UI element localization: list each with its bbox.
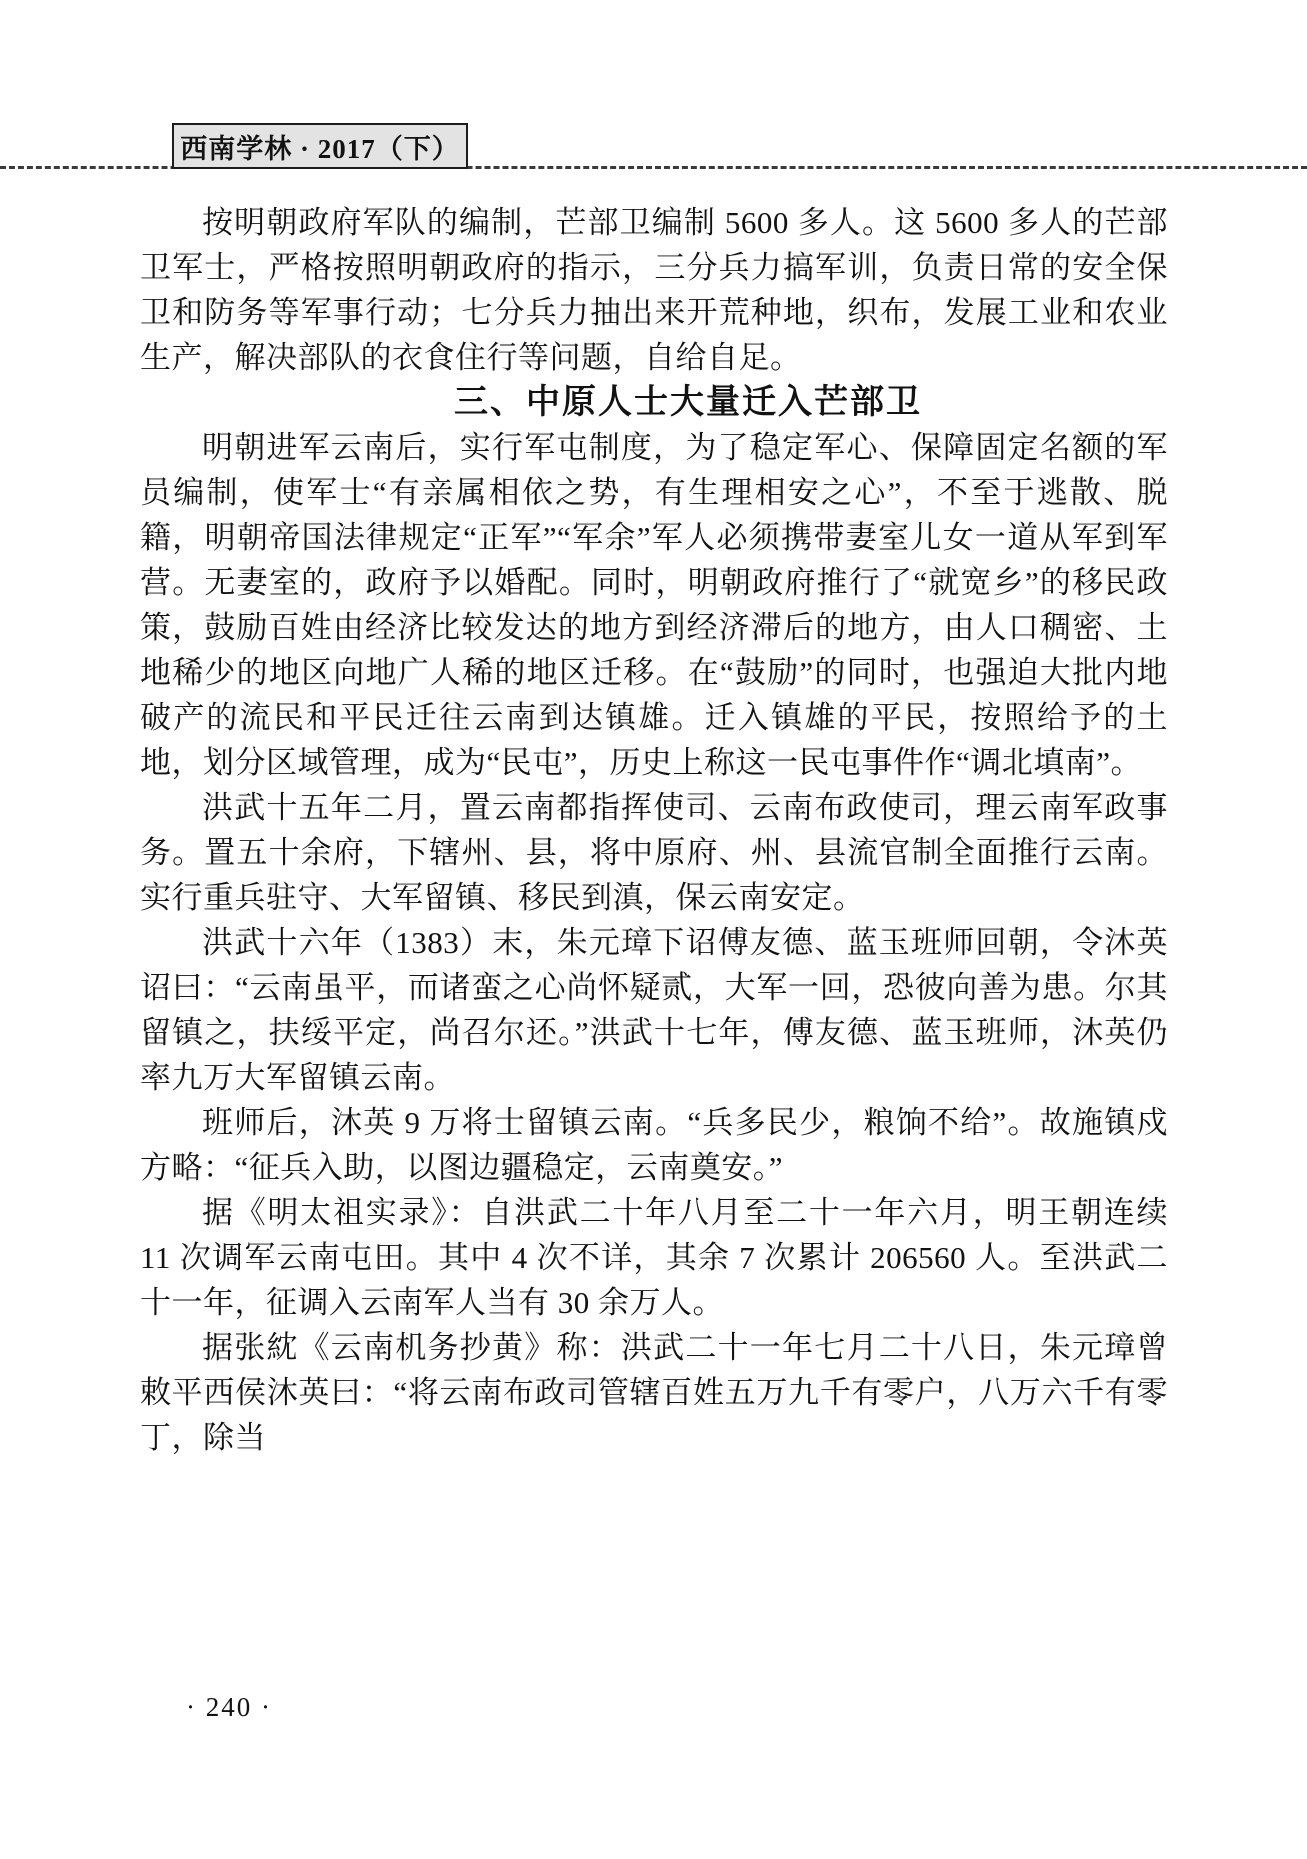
article-body	[140, 200, 1168, 1460]
page-number: · 240 ·	[186, 1692, 272, 1722]
section-heading: 三、中原人士大量迁入芒部卫	[454, 383, 922, 421]
paragraph: 洪武十六年（1383）末，朱元璋下诏傅友德、蓝玉班师回朝，令沐英诏曰：“云南虽平，而诸蛮之心尚怀疑贰，大军一回，恐彼向善为患。尔其留镇之，扶绥平定，尚召尔还。”洪武十七年，傅友德、蓝玉班师，沐英仍率九万大军留镇云南。	[140, 925, 1168, 1095]
paragraph: 洪武十五年二月，置云南都指挥使司、云南布政使司，理云南军政事务。置五十余府，下辖州、县，将中原府、州、县流官制全面推行云南。实行重兵驻守、大军留镇、移民到滇，保云南安定。	[140, 790, 1168, 915]
paragraph: 据张紞《云南机务抄黄》称：洪武二十一年七月二十八日，朱元璋曾敕平西侯沐英曰：“将云南布政司管辖百姓五万九千有零户，八万六千有零丁，除当	[140, 1330, 1168, 1455]
paragraph: 据《明太祖实录》：自洪武二十年八月至二十一年六月，明王朝连续 11 次调军云南屯田。其中 4 次不详，其余 7 次累计 206560 人。至洪武二十一年，征调入云南军人当有 30 余万人。	[140, 1195, 1168, 1320]
paragraph: 按明朝政府军队的编制，芒部卫编制 5600 多人。这 5600 多人的芒部卫军士，严格按照明朝政府的指示，三分兵力搞军训，负责日常的安全保卫和防务等军事行动；七分兵力抽出来开荒种地，织布，发展工业和农业生产，解决部队的衣食住行等问题，自给自足。	[140, 205, 1168, 375]
journal-title-box	[172, 123, 468, 169]
journal-title: 西南学林 · 2017（下）	[180, 133, 460, 164]
paragraph: 班师后，沐英 9 万将士留镇云南。“兵多民少，粮饷不给”。故施镇戍方略：“征兵入助，以图边疆稳定，云南奠安。”	[140, 1105, 1168, 1185]
paragraph: 明朝进军云南后，实行军屯制度，为了稳定军心、保障固定名额的军员编制，使军士“有亲属相依之势，有生理相安之心”，不至于逃散、脱籍，明朝帝国法律规定“正军”“军余”军人必须携带妻室儿女一道从军到军营。无妻室的，政府予以婚配。同时，明朝政府推行了“就宽乡”的移民政策，鼓励百姓由经济比较发达的地方到经济滞后的地方，由人口稠密、土地稀少的地区向地广人稀的地区迁移。在“鼓励”的同时，也强迫大批内地破产的流民和平民迁往云南到达镇雄。迁入镇雄的平民，按照给予的土地，划分区域管理，成为“民屯”，历史上称这一民屯事件作“调北填南”。	[140, 430, 1168, 780]
